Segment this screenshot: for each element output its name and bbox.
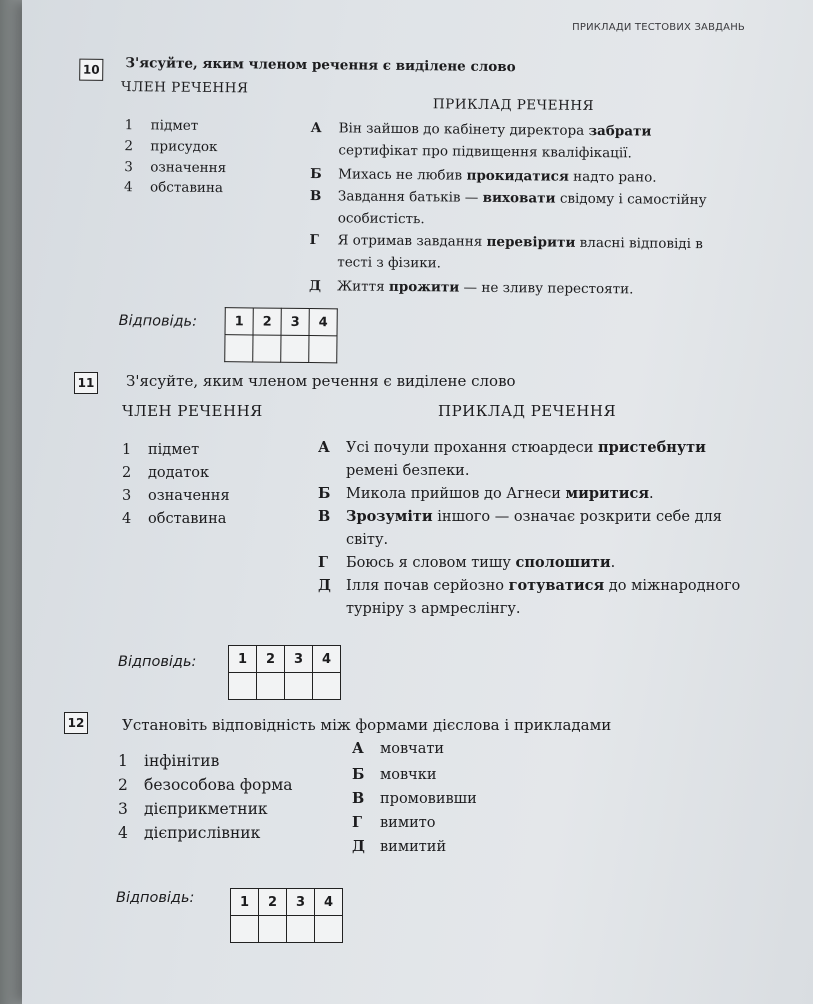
grid-header-cell: 1 xyxy=(231,889,259,916)
grid-header-cell: 3 xyxy=(281,308,309,335)
grid-header-cell: 4 xyxy=(313,646,341,673)
example-a: А мовчати xyxy=(352,740,445,757)
answer-cell[interactable] xyxy=(315,916,343,943)
left-column-heading: ЧЛЕН РЕЧЕННЯ xyxy=(121,79,249,97)
example-v: В Зрозуміти іншого — означає розкрити себе для світу. xyxy=(318,508,722,548)
list-item: 1 інфінітив xyxy=(118,752,220,770)
list-item: 3 означення xyxy=(124,159,227,177)
list-item: 4 обставина xyxy=(122,511,227,527)
grid-header-cell: 1 xyxy=(225,308,253,335)
example-h: Г Я отримав завдання перевірити власні відповіді в тесті з фізики. xyxy=(309,232,703,272)
task-instruction: Установіть відповідність між формами дієслова і прикладами xyxy=(122,716,612,734)
right-column-heading: ПРИКЛАД РЕЧЕННЯ xyxy=(432,96,595,114)
grid-header-cell: 4 xyxy=(315,889,343,916)
answer-cell[interactable] xyxy=(313,673,341,700)
answer-label: Відповідь: xyxy=(118,654,197,670)
task-number: 12 xyxy=(64,712,88,734)
answer-cell[interactable] xyxy=(281,335,309,362)
list-item: 4 дієприслівник xyxy=(118,824,261,842)
answer-grid xyxy=(228,645,341,700)
example-b: Б мовчки xyxy=(352,766,437,783)
example-d: Д Ілля почав серйозно готуватися до міжнародного турніру з армреслінгу. xyxy=(318,577,741,617)
example-v: В промовивши xyxy=(352,790,477,807)
textbook-page xyxy=(22,0,813,1004)
list-item: 3 дієприкметник xyxy=(118,800,268,818)
example-b: Б Микола прийшов до Агнеси миритися. xyxy=(318,485,654,502)
task-instruction: З'ясуйте, яким членом речення є виділене слово xyxy=(125,55,516,76)
answer-cell[interactable] xyxy=(225,335,253,362)
answer-cell[interactable] xyxy=(309,336,337,363)
list-item: 2 безособова форма xyxy=(118,776,293,794)
example-a: А Він зайшов до кабінету директора забрати сертифікат про підвищення кваліфікації. xyxy=(310,120,652,162)
answer-cell[interactable] xyxy=(231,916,259,943)
answer-cell[interactable] xyxy=(285,673,313,700)
example-h: Г Боюсь я словом тишу сполошити. xyxy=(318,554,616,571)
answer-cell[interactable] xyxy=(287,916,315,943)
answer-cell[interactable] xyxy=(257,673,285,700)
list-item: 2 присудок xyxy=(124,138,218,156)
grid-header-cell: 2 xyxy=(253,308,281,335)
task-number: 11 xyxy=(74,372,98,394)
answer-label: Відповідь: xyxy=(118,313,198,330)
example-d: Д Життя прожити — не зливу перестояти. xyxy=(308,278,634,298)
answer-cell[interactable] xyxy=(253,335,281,362)
list-item: 3 означення xyxy=(122,488,230,504)
grid-header-cell: 2 xyxy=(259,889,287,916)
right-column-heading: ПРИКЛАД РЕЧЕННЯ xyxy=(438,402,617,420)
list-item: 4 обставина xyxy=(123,179,224,197)
list-item: 2 додаток xyxy=(122,465,210,481)
grid-header-cell: 3 xyxy=(285,646,313,673)
task-instruction: З'ясуйте, яким членом речення є виділене слово xyxy=(126,372,516,390)
answer-grid xyxy=(230,888,343,943)
answer-label: Відповідь: xyxy=(116,890,195,906)
task-number: 10 xyxy=(79,59,103,81)
grid-header-cell: 4 xyxy=(309,309,337,336)
example-v: В Завдання батьків — виховати свідому і самостійну особистість. xyxy=(309,188,707,228)
example-a: А Усі почули прохання стюардеси пристебнути ремені безпеки. xyxy=(318,439,706,479)
example-b: Б Михась не любив прокидатися надто рано. xyxy=(310,166,657,186)
example-d: Д вимитий xyxy=(352,838,447,855)
list-item: 1 підмет xyxy=(122,442,200,458)
answer-cell[interactable] xyxy=(259,916,287,943)
grid-header-cell: 1 xyxy=(229,646,257,673)
running-header: ПРИКЛАДИ ТЕСТОВИХ ЗАВДАНЬ xyxy=(572,22,745,33)
answer-cell[interactable] xyxy=(229,673,257,700)
grid-header-cell: 3 xyxy=(287,889,315,916)
grid-header-cell: 2 xyxy=(257,646,285,673)
answer-grid xyxy=(224,307,338,363)
list-item: 1 підмет xyxy=(124,117,199,134)
left-column-heading: ЧЛЕН РЕЧЕННЯ xyxy=(122,402,263,420)
example-h: Г вимито xyxy=(352,814,436,831)
